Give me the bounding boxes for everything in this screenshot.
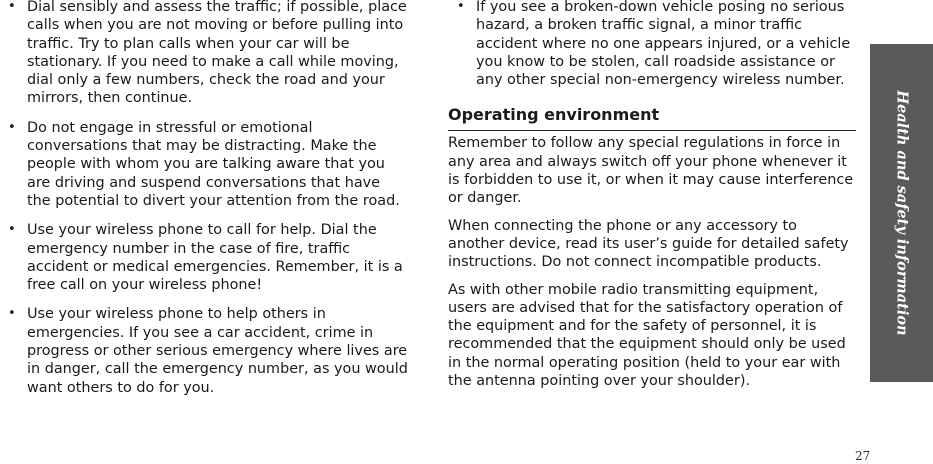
section-paragraph: Remember to follow any special regulations in force in any area and always switch off your phone whenever it is forbidden to use it, or when it may cause interference or danger. <box>448 135 854 207</box>
bullet-text: Use your wireless phone to call for help. Dial the emergency number in the case of fire, traffic accident or medical emergencies. Remember, it is a free call on your wireless phone! <box>27 222 403 294</box>
bullet-text: Do not engage in stressful or emotional conversations that may be distracting. Make the people with whom you are talking aware that you are driving and suspend conversations that have the potential to divert your attention from the road. <box>27 119 400 209</box>
bullet-icon: • <box>8 119 16 135</box>
section-heading: Operating environment <box>448 105 856 131</box>
bullet-item <box>8 221 408 294</box>
bullet-text: If you see a broken-down vehicle posing no serious hazard, a broken traffic signal, a minor traffic accident where no one appears injured, or a vehicle you know to be stolen, call roadside assistance or any other special non-emergency wireless number. <box>476 0 851 89</box>
bullet-icon: • <box>8 222 16 238</box>
right-column <box>448 0 856 390</box>
bullet-item <box>8 305 408 396</box>
section-paragraph: As with other mobile radio transmitting equipment, users are advised that for the satisfactory operation of the equipment and for the safety of personnel, it is recommended that the equipment should only be used in the normal operating position (held to your ear with the antenna pointing over your shoulder). <box>448 281 846 390</box>
page-number: 27 <box>855 449 871 463</box>
bullet-text: Use your wireless phone to help others in emergencies. If you see a car accident, crime in progress or other serious emergency where lives are in danger, call the emergency number, as you would want others to do for you. <box>27 306 408 396</box>
chapter-side-tab <box>870 44 933 382</box>
left-column <box>8 0 408 408</box>
bullet-icon: • <box>8 306 16 322</box>
bullet-icon: • <box>8 0 16 14</box>
left-bullet-list <box>8 0 408 397</box>
section-paragraph: When connecting the phone or any accessory to another device, read its user’s guide for detailed safety instructions. Do not connect incompatible products. <box>448 217 849 271</box>
bullet-text: Dial sensibly and assess the traffic; if possible, place calls when you are not moving or before pulling into traffic. Try to plan calls when your car will be stationary. If you need to make a call while moving, dial only a few numbers, check the road and your mirrors, then continue. <box>27 0 407 107</box>
bullet-item <box>8 0 408 108</box>
chapter-tab-label: Health and safety information <box>893 90 910 336</box>
bullet-icon: • <box>457 0 465 14</box>
bullet-item <box>448 0 856 89</box>
bullet-item <box>8 119 408 210</box>
right-bullet-list <box>448 0 856 89</box>
